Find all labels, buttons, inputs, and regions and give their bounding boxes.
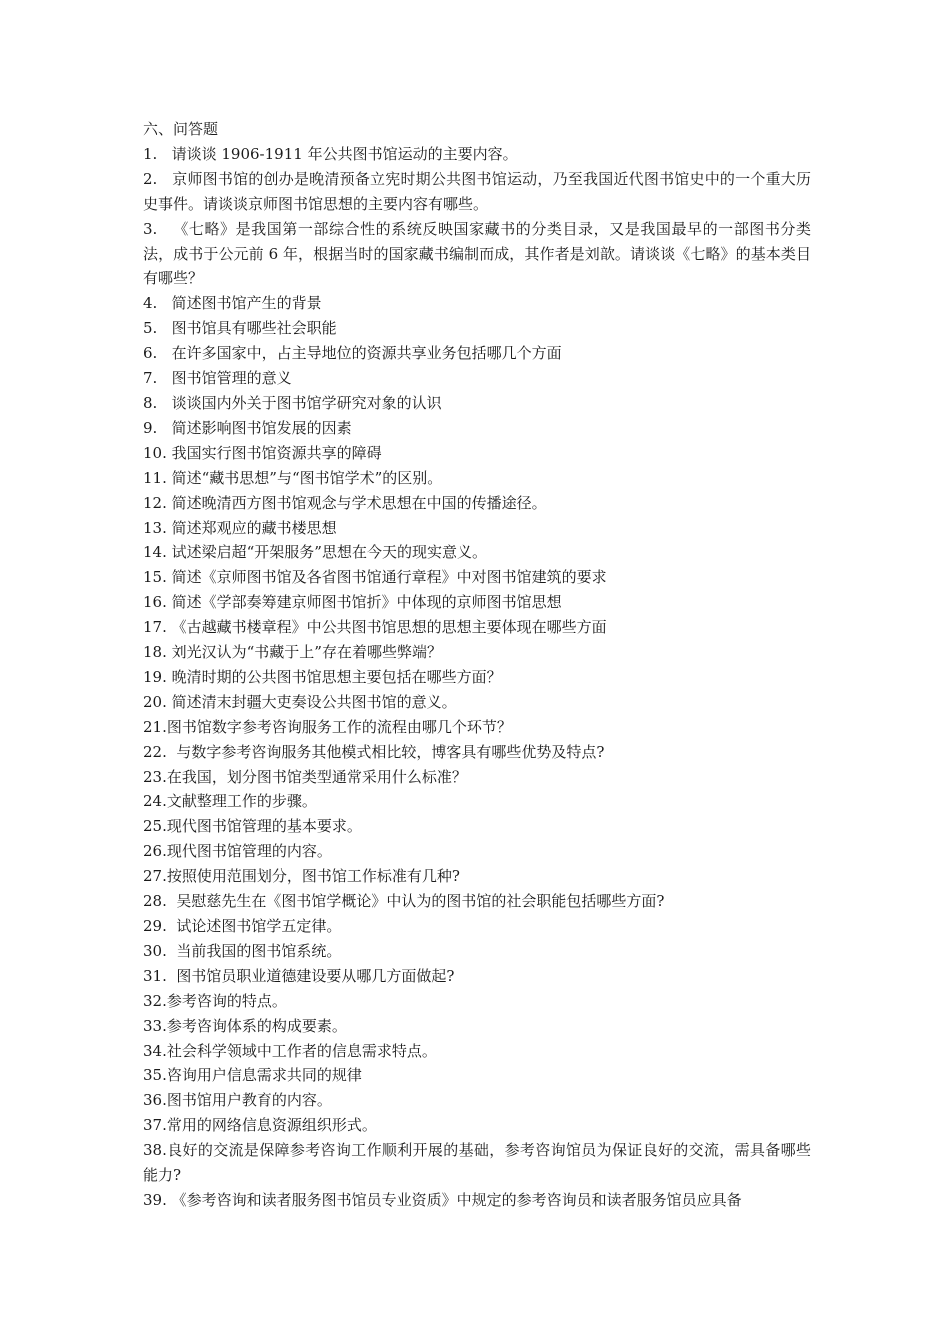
question-item: 27.按照使用范围划分，图书馆工作标准有几种? — [143, 867, 460, 886]
question-item: 13. 简述郑观应的藏书楼思想 — [143, 518, 337, 537]
question-item: 3. 《七略》是我国第一部综合性的系统反映国家藏书的分类目录，又是我国最早的一部图书分类法，成书于公元前 6 年，根据当时的国家藏书编制而成，其作者是刘歆。请谈谈《七略》的基本类目有哪些？ — [143, 219, 811, 288]
question-item: 12. 简述晚清西方图书馆观念与学术思想在中国的传播途径。 — [143, 493, 547, 512]
question-item: 10. 我国实行图书馆资源共享的障碍 — [143, 443, 382, 462]
question-item: 16. 简述《学部奏筹建京师图书馆折》中体现的京师图书馆思想 — [143, 593, 562, 612]
question-item: 11. 简述“藏书思想”与“图书馆学术”的区别。 — [143, 468, 443, 487]
question-item: 22. 与数字参考咨询服务其他模式相比较，博客具有哪些优势及特点? — [143, 742, 605, 761]
question-item: 33.参考咨询体系的构成要素。 — [143, 1016, 347, 1035]
question-item: 21.图书馆数字参考咨询服务工作的流程由哪几个环节？ — [143, 717, 512, 736]
question-item: 14. 试述梁启超“开架服务”思想在今天的现实意义。 — [143, 543, 487, 562]
question-item: 31. 图书馆员职业道德建设要从哪几方面做起? — [143, 966, 455, 985]
question-item: 15. 简述《京师图书馆及各省图书馆通行章程》中对图书馆建筑的要求 — [143, 568, 607, 587]
question-list — [143, 142, 811, 1213]
question-item: 2. 京师图书馆的创办是晚清预备立宪时期公共图书馆运动，乃至我国近代图书馆史中的一个重大历史事件。请谈谈京师图书馆思想的主要内容有哪些。 — [143, 169, 811, 213]
question-item: 28. 吴慰慈先生在《图书馆学概论》中认为的图书馆的社会职能包括哪些方面? — [143, 892, 665, 911]
section-title: 六、问答题 — [143, 120, 219, 138]
question-item: 29. 试论述图书馆学五定律。 — [143, 917, 342, 935]
question-item: 30. 当前我国的图书馆系统。 — [143, 941, 342, 960]
question-item: 23.在我国，划分图书馆类型通常采用什么标准？ — [143, 767, 467, 786]
question-item: 39. 《参考咨询和读者服务图书馆员专业资质》中规定的参考咨询员和读者服务馆员应具备 — [143, 1190, 742, 1209]
question-item: 7. 图书馆管理的意义 — [143, 369, 292, 388]
question-item: 1. 请谈谈 1906-1911 年公共图书馆运动的主要内容。 — [143, 144, 518, 163]
question-item: 36.图书馆用户教育的内容。 — [143, 1091, 332, 1110]
question-item: 25.现代图书馆管理的基本要求。 — [143, 817, 362, 836]
question-item: 34.社会科学领域中工作者的信息需求特点。 — [143, 1041, 437, 1060]
question-item: 18. 刘光汉认为“书藏于上”存在着哪些弊端？ — [143, 643, 442, 662]
question-item: 19. 晚清时期的公共图书馆思想主要包括在哪些方面？ — [143, 667, 502, 686]
question-item: 32.参考咨询的特点。 — [143, 991, 287, 1010]
question-item: 5. 图书馆具有哪些社会职能 — [143, 319, 337, 338]
question-item: 17. 《古越藏书楼章程》中公共图书馆思想的思想主要体现在哪些方面 — [143, 618, 607, 637]
question-item: 26.现代图书馆管理的内容。 — [143, 842, 332, 861]
question-item: 24.文献整理工作的步骤。 — [143, 792, 317, 811]
question-item: 6. 在许多国家中，占主导地位的资源共享业务包括哪几个方面 — [143, 344, 562, 363]
question-item: 9. 简述影响图书馆发展的因素 — [143, 418, 352, 437]
question-item: 4. 简述图书馆产生的背景 — [143, 294, 322, 313]
question-item: 35.咨询用户信息需求共同的规律 — [143, 1066, 362, 1085]
document-page — [143, 117, 811, 1213]
question-item: 20. 简述清末封疆大吏奏设公共图书馆的意义。 — [143, 692, 457, 711]
question-item: 37.常用的网络信息资源组织形式。 — [143, 1116, 377, 1135]
question-item: 8. 谈谈国内外关于图书馆学研究对象的认识 — [143, 393, 442, 412]
question-item: 38.良好的交流是保障参考咨询工作顺利开展的基础，参考咨询馆员为保证良好的交流，需具备哪些能力? — [143, 1141, 811, 1185]
